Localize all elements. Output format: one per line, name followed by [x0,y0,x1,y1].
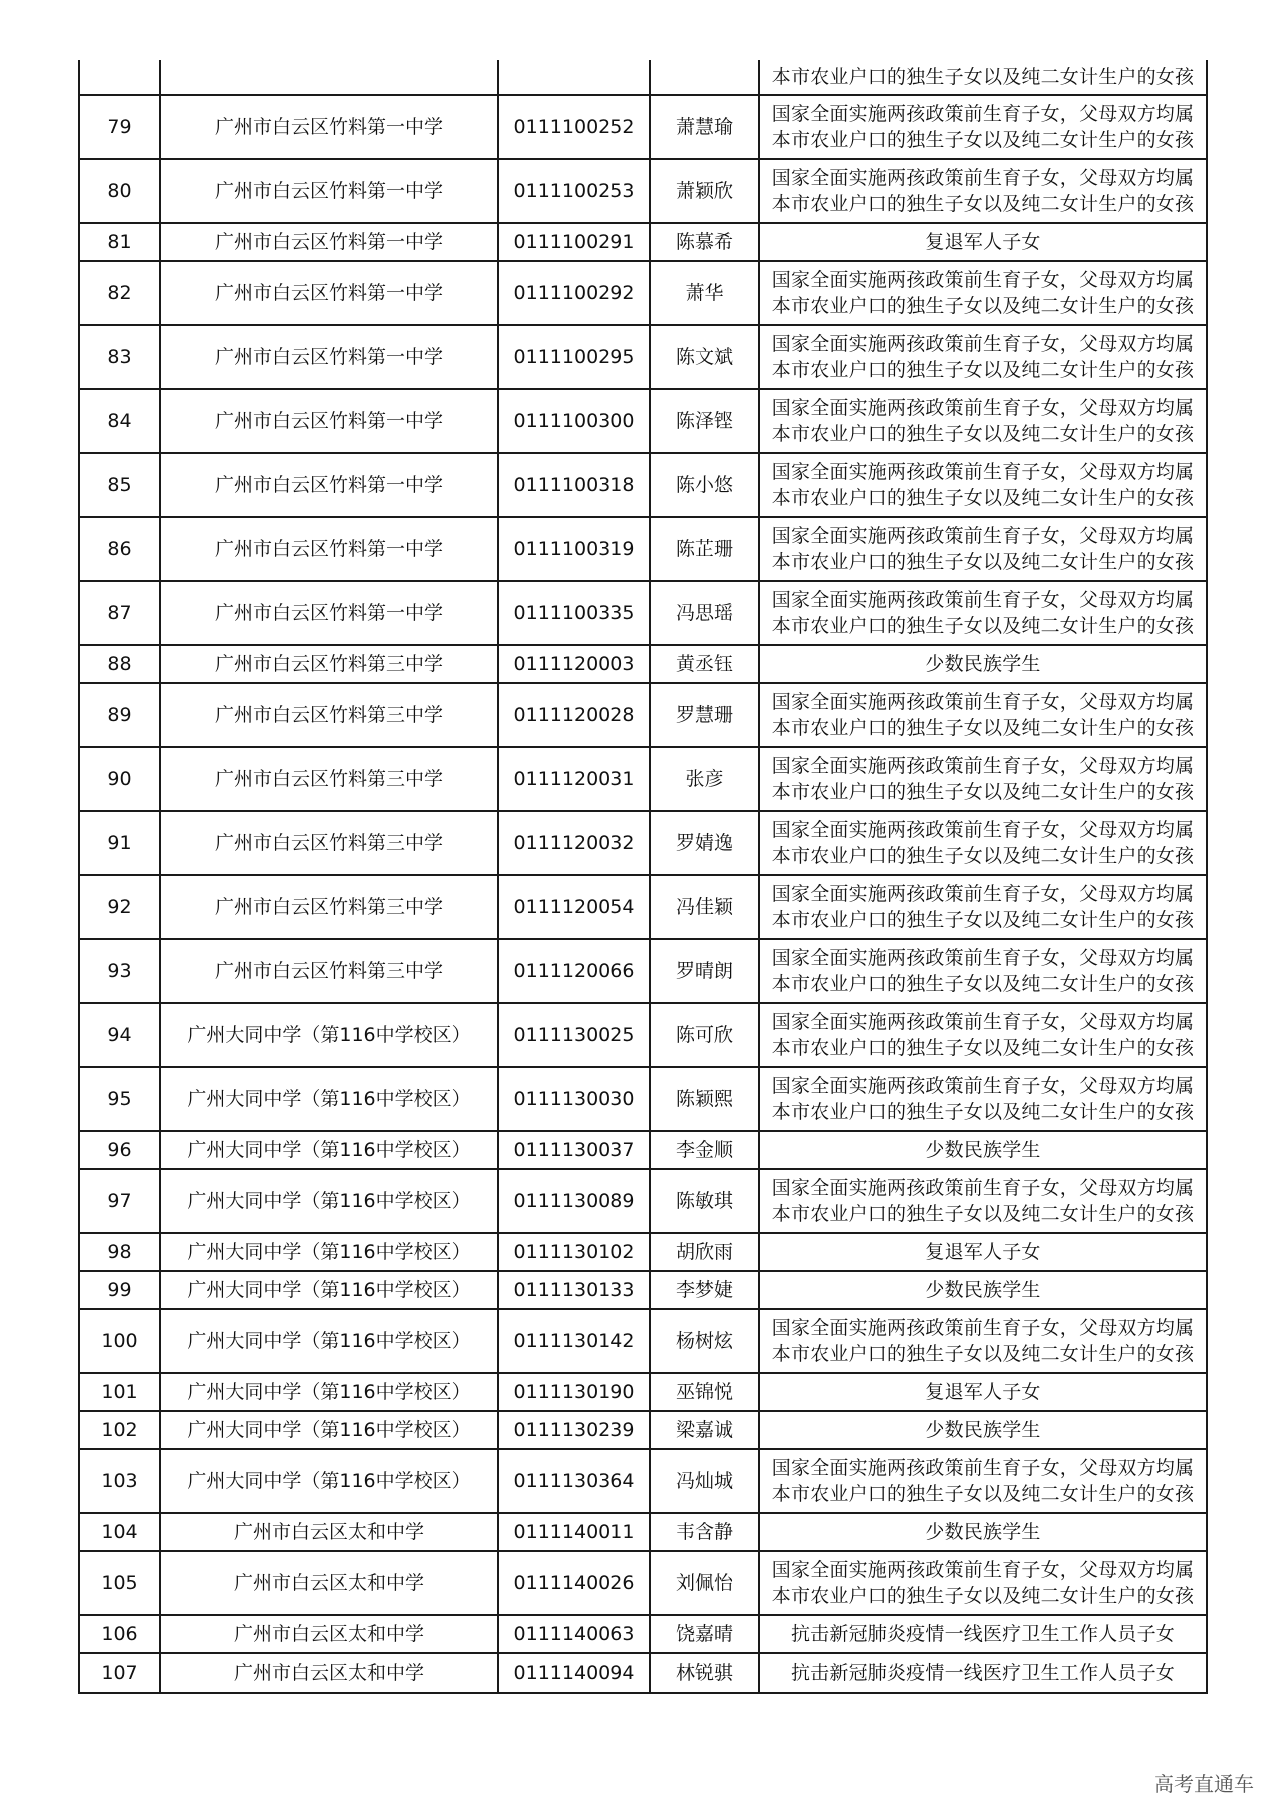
cell-category [759,453,1207,517]
cell-name: 胡欣雨 [650,1233,759,1271]
table-row [79,1551,1207,1615]
category-line: 抗击新冠肺炎疫情一线医疗卫生工作人员子女 [790,1623,1175,1645]
category-line: 抗击新冠肺炎疫情一线医疗卫生工作人员子女 [790,1662,1175,1684]
watermark-text: 高考直通车 [1154,1772,1254,1796]
category-line: 本市农业户口的独生子女以及纯二女计生户的女孩 [771,615,1195,637]
cell-school: 广州市白云区竹料第三中学 [160,645,498,683]
cell-exam-id: 0111140011 [498,1513,650,1551]
cell-category [759,581,1207,645]
cell-index: 84 [79,389,160,453]
table-row [79,875,1207,939]
cell-exam-id: 0111140094 [498,1653,650,1693]
cell-category [759,683,1207,747]
cell-exam-id [498,60,650,95]
category-line: 本市农业户口的独生子女以及纯二女计生户的女孩 [771,359,1195,381]
category-line: 本市农业户口的独生子女以及纯二女计生户的女孩 [771,781,1195,803]
category-line: 本市农业户口的独生子女以及纯二女计生户的女孩 [771,1483,1195,1505]
category-line: 国家全面实施两孩政策前生育子女，父母双方均属 [771,167,1195,189]
table-row [79,683,1207,747]
cell-name: 陈敏琪 [650,1169,759,1233]
cell-name: 陈慕希 [650,223,759,261]
cell-exam-id: 0111120003 [498,645,650,683]
cell-school: 广州市白云区竹料第一中学 [160,517,498,581]
cell-school: 广州大同中学（第116中学校区） [160,1373,498,1411]
table-row [79,1309,1207,1373]
cell-name: 巫锦悦 [650,1373,759,1411]
cell-index: 85 [79,453,160,517]
table-row [79,159,1207,223]
cell-exam-id: 0111120066 [498,939,650,1003]
cell-exam-id: 0111120054 [498,875,650,939]
category-line: 本市农业户口的独生子女以及纯二女计生户的女孩 [771,1585,1195,1607]
category-line: 国家全面实施两孩政策前生育子女，父母双方均属 [771,589,1195,611]
cell-school: 广州市白云区竹料第一中学 [160,95,498,159]
category-line: 本市农业户口的独生子女以及纯二女计生户的女孩 [771,1037,1195,1059]
cell-name: 罗婧逸 [650,811,759,875]
cell-name: 杨树炫 [650,1309,759,1373]
cell-school: 广州市白云区竹料第三中学 [160,747,498,811]
cell-school [160,60,498,95]
cell-index: 104 [79,1513,160,1551]
table-row [79,811,1207,875]
cell-category [759,875,1207,939]
category-line: 国家全面实施两孩政策前生育子女，父母双方均属 [771,1075,1195,1097]
cell-name: 萧颖欣 [650,159,759,223]
cell-category [759,325,1207,389]
category-line: 国家全面实施两孩政策前生育子女，父母双方均属 [771,1177,1195,1199]
cell-category [759,645,1207,683]
cell-name: 李金顺 [650,1131,759,1169]
cell-index: 95 [79,1067,160,1131]
cell-exam-id: 0111100252 [498,95,650,159]
cell-category: 本市农业户口的独生子女以及纯二女计生户的女孩 [759,60,1207,95]
cell-name: 陈文斌 [650,325,759,389]
table-row [79,939,1207,1003]
cell-name: 陈可欣 [650,1003,759,1067]
cell-exam-id: 0111100319 [498,517,650,581]
category-line: 复退军人子女 [925,231,1041,253]
cell-name: 饶嘉晴 [650,1615,759,1653]
cell-school: 广州市白云区太和中学 [160,1513,498,1551]
cell-exam-id: 0111130142 [498,1309,650,1373]
cell-school: 广州市白云区竹料第一中学 [160,453,498,517]
category-line: 国家全面实施两孩政策前生育子女，父母双方均属 [771,691,1195,713]
category-line: 国家全面实施两孩政策前生育子女，父母双方均属 [771,461,1195,483]
cell-name: 冯灿城 [650,1449,759,1513]
category-line: 本市农业户口的独生子女以及纯二女计生户的女孩 [771,423,1195,445]
cell-school: 广州市白云区竹料第一中学 [160,325,498,389]
table-row [79,1003,1207,1067]
table-row [79,1411,1207,1449]
cell-school: 广州市白云区太和中学 [160,1653,498,1693]
cell-school: 广州大同中学（第116中学校区） [160,1067,498,1131]
cell-category [759,1003,1207,1067]
category-line: 本市农业户口的独生子女以及纯二女计生户的女孩 [771,973,1195,995]
roster-table-body [79,60,1207,1693]
cell-school: 广州市白云区竹料第一中学 [160,389,498,453]
category-line: 复退军人子女 [925,1241,1041,1263]
category-line: 国家全面实施两孩政策前生育子女，父母双方均属 [771,1559,1195,1581]
category-line: 少数民族学生 [925,1419,1041,1441]
category-line: 国家全面实施两孩政策前生育子女，父母双方均属 [771,525,1195,547]
cell-name: 韦含静 [650,1513,759,1551]
cell-index: 90 [79,747,160,811]
cell-category [759,1067,1207,1131]
cell-school: 广州大同中学（第116中学校区） [160,1449,498,1513]
table-row [79,261,1207,325]
cell-exam-id: 0111130364 [498,1449,650,1513]
table-row-partial [79,60,1207,95]
table-row [79,1067,1207,1131]
cell-category [759,261,1207,325]
cell-exam-id: 0111130239 [498,1411,650,1449]
cell-category [759,159,1207,223]
cell-name: 梁嘉诚 [650,1411,759,1449]
cell-school: 广州市白云区竹料第三中学 [160,939,498,1003]
cell-index: 91 [79,811,160,875]
table-row [79,325,1207,389]
category-line: 国家全面实施两孩政策前生育子女，父母双方均属 [771,947,1195,969]
category-line: 本市农业户口的独生子女以及纯二女计生户的女孩 [771,1203,1195,1225]
cell-index: 102 [79,1411,160,1449]
cell-exam-id: 0111100335 [498,581,650,645]
cell-exam-id: 0111130030 [498,1067,650,1131]
cell-category [759,1551,1207,1615]
cell-category [759,389,1207,453]
cell-index: 101 [79,1373,160,1411]
cell-school: 广州大同中学（第116中学校区） [160,1411,498,1449]
cell-exam-id: 0111100318 [498,453,650,517]
table-row [79,1233,1207,1271]
table-row [79,747,1207,811]
cell-exam-id: 0111120028 [498,683,650,747]
cell-exam-id: 0111130102 [498,1233,650,1271]
cell-category [759,1309,1207,1373]
cell-category [759,811,1207,875]
table-row [79,1615,1207,1653]
cell-category [759,1271,1207,1309]
cell-exam-id: 0111100292 [498,261,650,325]
cell-category [759,1513,1207,1551]
category-line: 国家全面实施两孩政策前生育子女，父母双方均属 [771,1317,1195,1339]
category-line: 本市农业户口的独生子女以及纯二女计生户的女孩 [771,487,1195,509]
table-row [79,1513,1207,1551]
category-line: 国家全面实施两孩政策前生育子女，父母双方均属 [771,397,1195,419]
cell-category [759,95,1207,159]
cell-exam-id: 0111130133 [498,1271,650,1309]
cell-category [759,223,1207,261]
cell-index [79,60,160,95]
cell-index: 98 [79,1233,160,1271]
cell-school: 广州市白云区竹料第三中学 [160,811,498,875]
category-line: 本市农业户口的独生子女以及纯二女计生户的女孩 [771,1101,1195,1123]
category-line: 国家全面实施两孩政策前生育子女，父母双方均属 [771,1011,1195,1033]
cell-exam-id: 0111120032 [498,811,650,875]
table-row [79,95,1207,159]
table-row [79,1653,1207,1693]
cell-name: 罗晴朗 [650,939,759,1003]
cell-name: 萧慧瑜 [650,95,759,159]
cell-name: 李梦婕 [650,1271,759,1309]
category-line: 少数民族学生 [925,1139,1041,1161]
cell-category [759,1233,1207,1271]
cell-school: 广州市白云区竹料第三中学 [160,683,498,747]
cell-school: 广州大同中学（第116中学校区） [160,1309,498,1373]
cell-category [759,939,1207,1003]
cell-category [759,1653,1207,1693]
cell-index: 87 [79,581,160,645]
cell-index: 93 [79,939,160,1003]
category-line: 国家全面实施两孩政策前生育子女，父母双方均属 [771,103,1195,125]
category-line: 复退军人子女 [925,1381,1041,1403]
cell-exam-id: 0111130089 [498,1169,650,1233]
table-row [79,1373,1207,1411]
cell-school: 广州大同中学（第116中学校区） [160,1233,498,1271]
cell-school: 广州市白云区竹料第一中学 [160,581,498,645]
cell-name: 罗慧珊 [650,683,759,747]
cell-index: 107 [79,1653,160,1693]
cell-name: 陈颖熙 [650,1067,759,1131]
cell-exam-id: 0111100291 [498,223,650,261]
cell-index: 106 [79,1615,160,1653]
cell-index: 96 [79,1131,160,1169]
category-line: 国家全面实施两孩政策前生育子女，父母双方均属 [771,269,1195,291]
cell-index: 82 [79,261,160,325]
cell-index: 79 [79,95,160,159]
cell-name: 萧华 [650,261,759,325]
cell-exam-id: 0111140026 [498,1551,650,1615]
table-row [79,1449,1207,1513]
cell-index: 88 [79,645,160,683]
cell-category [759,1411,1207,1449]
category-line: 少数民族学生 [925,1279,1041,1301]
table-row [79,581,1207,645]
cell-index: 105 [79,1551,160,1615]
cell-category [759,517,1207,581]
cell-name: 刘佩怡 [650,1551,759,1615]
category-line: 本市农业户口的独生子女以及纯二女计生户的女孩 [771,193,1195,215]
cell-exam-id: 0111130190 [498,1373,650,1411]
category-line: 本市农业户口的独生子女以及纯二女计生户的女孩 [771,909,1195,931]
cell-name: 陈泽铿 [650,389,759,453]
category-line: 本市农业户口的独生子女以及纯二女计生户的女孩 [771,295,1195,317]
category-line: 少数民族学生 [925,1521,1041,1543]
cell-school: 广州大同中学（第116中学校区） [160,1271,498,1309]
cell-exam-id: 0111100295 [498,325,650,389]
cell-category [759,1373,1207,1411]
table-row [79,1131,1207,1169]
cell-index: 94 [79,1003,160,1067]
category-line: 本市农业户口的独生子女以及纯二女计生户的女孩 [771,845,1195,867]
cell-school: 广州大同中学（第116中学校区） [160,1003,498,1067]
cell-school: 广州市白云区太和中学 [160,1551,498,1615]
table-row [79,223,1207,261]
cell-category [759,1615,1207,1653]
cell-index: 83 [79,325,160,389]
cell-school: 广州大同中学（第116中学校区） [160,1169,498,1233]
cell-school: 广州大同中学（第116中学校区） [160,1131,498,1169]
cell-category [759,747,1207,811]
cell-name [650,60,759,95]
cell-name: 张彦 [650,747,759,811]
cell-category [759,1169,1207,1233]
cell-name: 冯佳颖 [650,875,759,939]
category-line: 本市农业户口的独生子女以及纯二女计生户的女孩 [771,551,1195,573]
cell-index: 81 [79,223,160,261]
roster-table-wrapper [78,60,1206,1694]
table-row [79,645,1207,683]
table-row [79,453,1207,517]
cell-name: 林锐骐 [650,1653,759,1693]
cell-index: 80 [79,159,160,223]
table-row [79,1169,1207,1233]
cell-category [759,1131,1207,1169]
cell-exam-id: 0111100300 [498,389,650,453]
cell-exam-id: 0111120031 [498,747,650,811]
cell-school: 广州市白云区竹料第一中学 [160,261,498,325]
cell-category [759,1449,1207,1513]
cell-exam-id: 0111140063 [498,1615,650,1653]
cell-name: 陈小悠 [650,453,759,517]
cell-name: 冯思瑶 [650,581,759,645]
cell-name: 黄丞钰 [650,645,759,683]
cell-index: 103 [79,1449,160,1513]
cell-index: 89 [79,683,160,747]
category-line: 国家全面实施两孩政策前生育子女，父母双方均属 [771,819,1195,841]
cell-index: 99 [79,1271,160,1309]
cell-index: 92 [79,875,160,939]
cell-index: 97 [79,1169,160,1233]
table-row [79,1271,1207,1309]
cell-exam-id: 0111100253 [498,159,650,223]
category-line: 国家全面实施两孩政策前生育子女，父母双方均属 [771,1457,1195,1479]
cell-name: 陈芷珊 [650,517,759,581]
category-line: 国家全面实施两孩政策前生育子女，父母双方均属 [771,333,1195,355]
cell-school: 广州市白云区太和中学 [160,1615,498,1653]
category-line: 本市农业户口的独生子女以及纯二女计生户的女孩 [771,129,1195,151]
category-line: 本市农业户口的独生子女以及纯二女计生户的女孩 [771,717,1195,739]
cell-index: 86 [79,517,160,581]
category-line: 国家全面实施两孩政策前生育子女，父母双方均属 [771,755,1195,777]
table-row [79,389,1207,453]
roster-table [78,60,1208,1694]
category-line: 少数民族学生 [925,653,1041,675]
cell-school: 广州市白云区竹料第一中学 [160,159,498,223]
cell-exam-id: 0111130025 [498,1003,650,1067]
category-line: 国家全面实施两孩政策前生育子女，父母双方均属 [771,883,1195,905]
cell-school: 广州市白云区竹料第三中学 [160,875,498,939]
cell-school: 广州市白云区竹料第一中学 [160,223,498,261]
cell-index: 100 [79,1309,160,1373]
table-row [79,517,1207,581]
cell-exam-id: 0111130037 [498,1131,650,1169]
category-line: 本市农业户口的独生子女以及纯二女计生户的女孩 [771,1343,1195,1365]
